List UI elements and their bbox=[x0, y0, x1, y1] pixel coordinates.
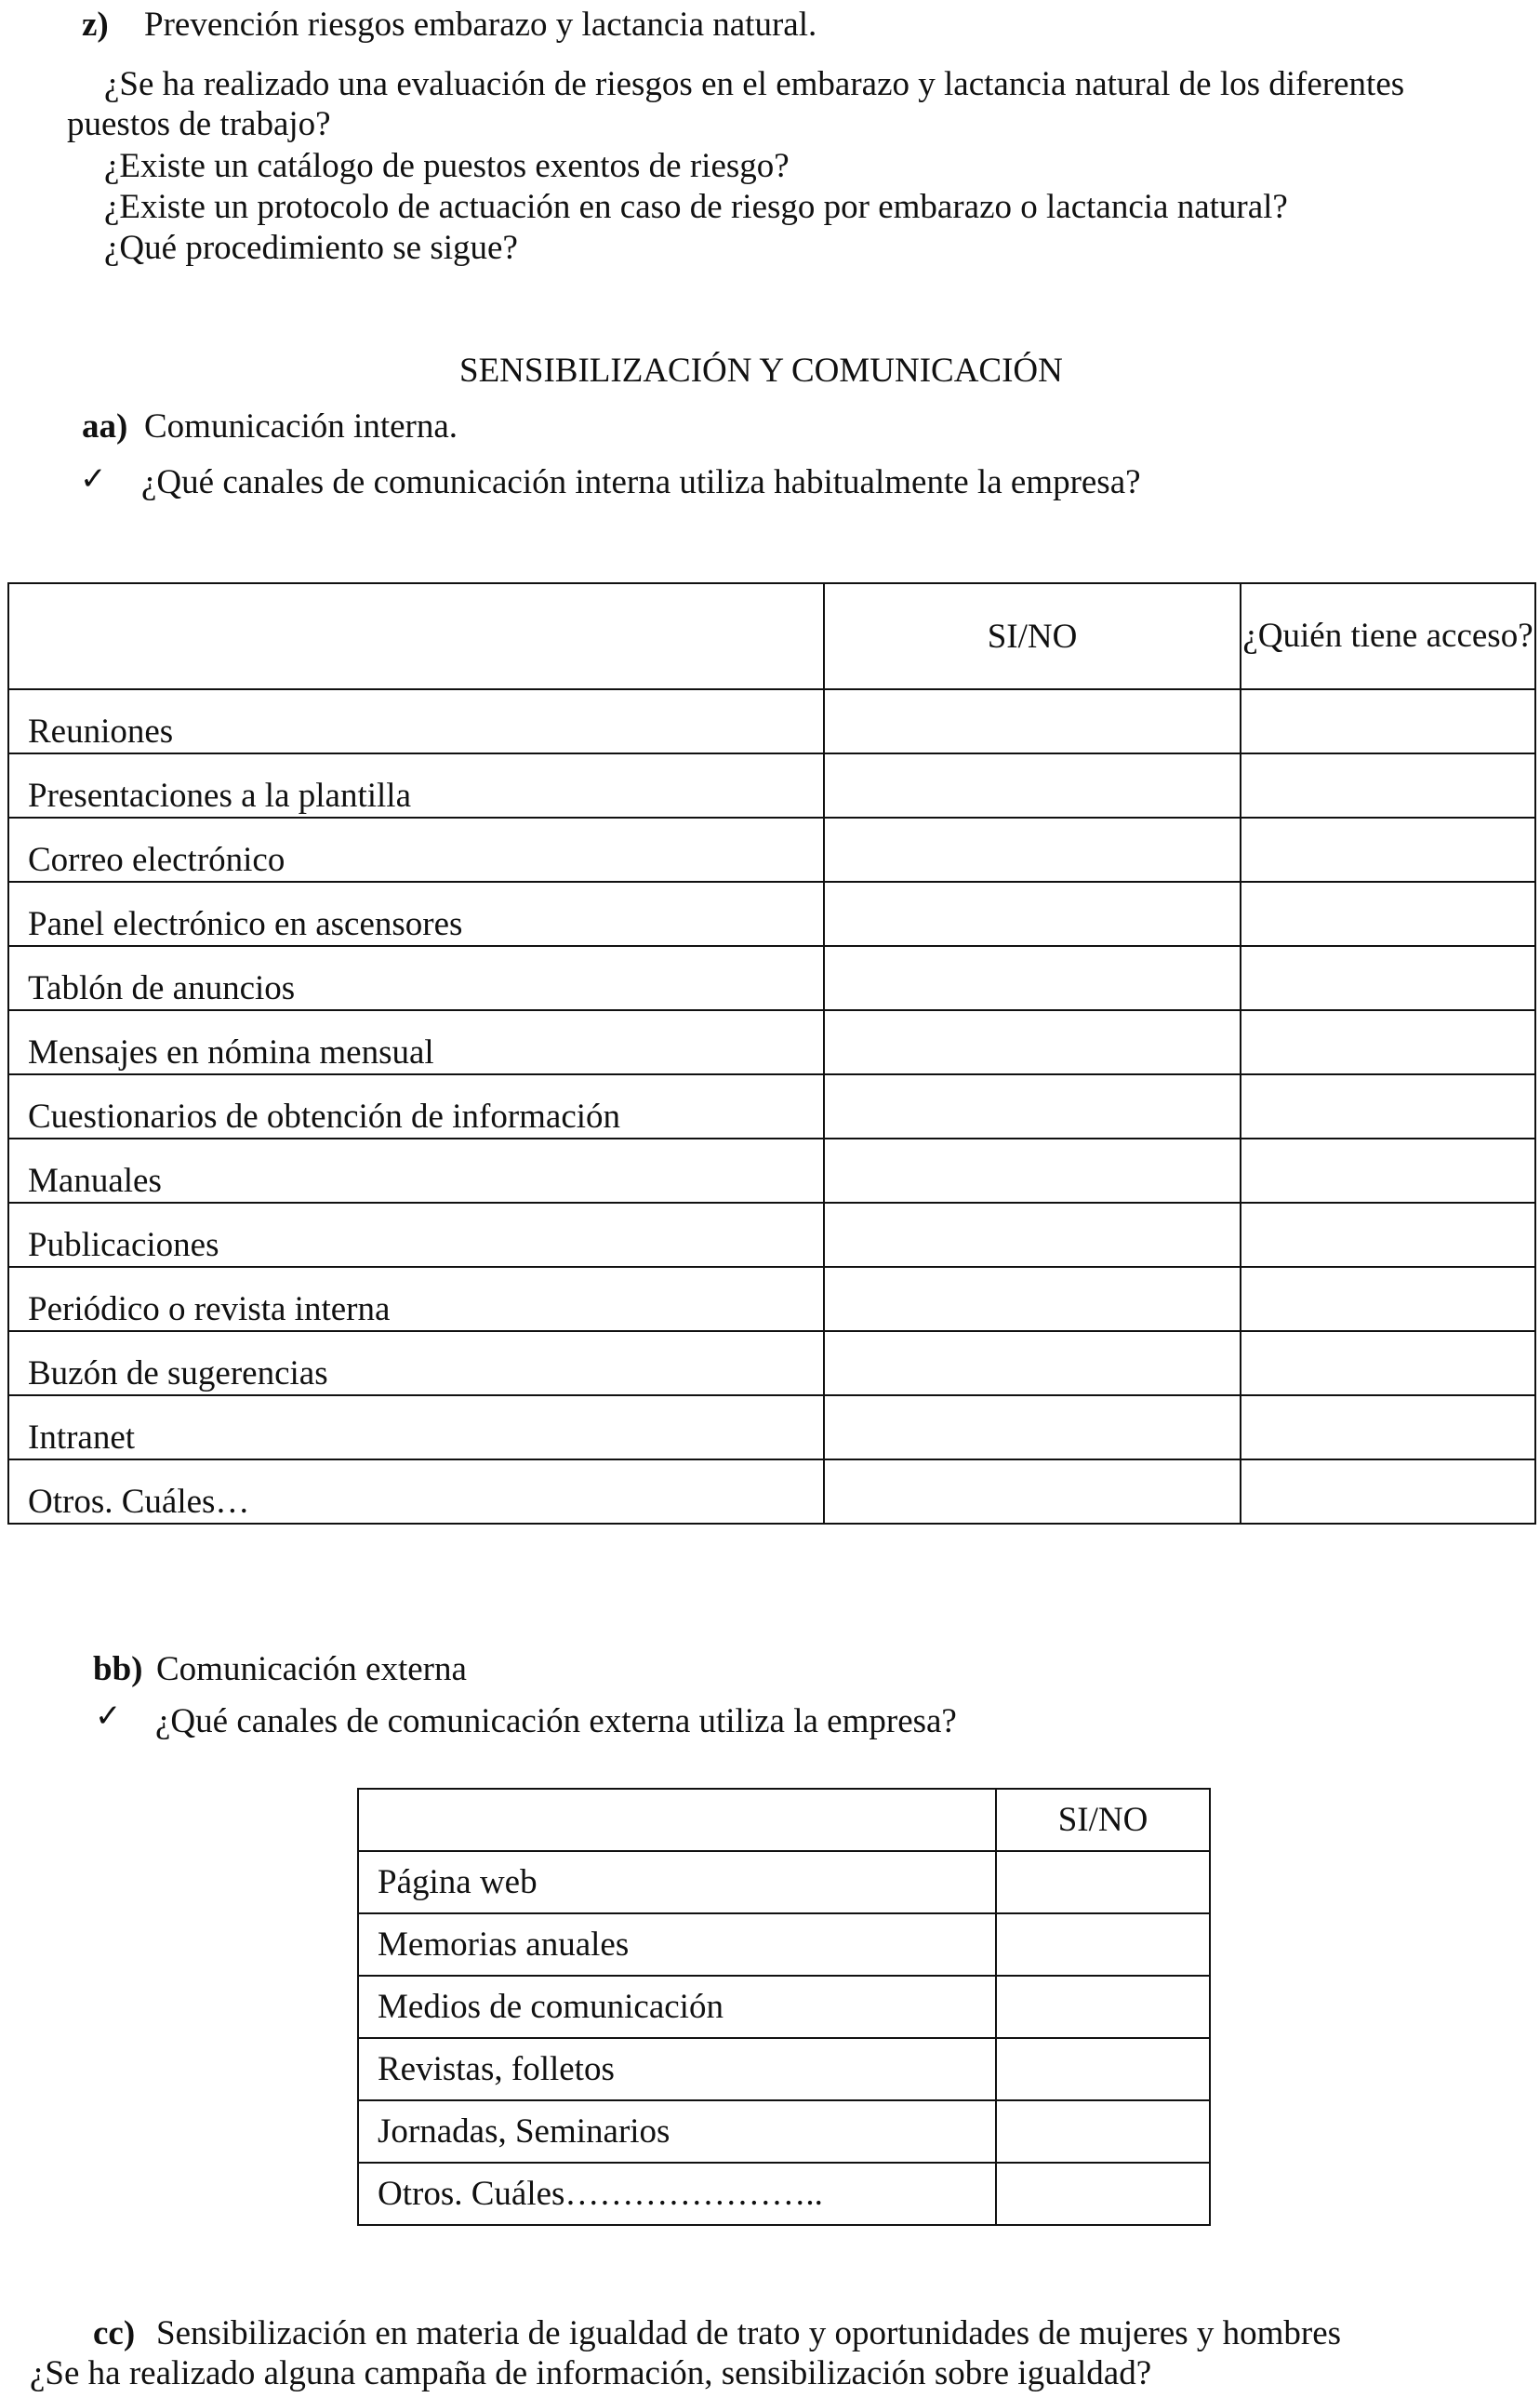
channel-label: Mensajes en nómina mensual bbox=[8, 1010, 824, 1074]
channel-label: Jornadas, Seminarios bbox=[358, 2100, 996, 2163]
channel-label: Manuales bbox=[8, 1139, 824, 1203]
si-no-cell[interactable] bbox=[824, 1395, 1241, 1459]
channel-label: Reuniones bbox=[8, 689, 824, 753]
section-aa-title: Comunicación interna. bbox=[144, 407, 458, 446]
channel-label: Correo electrónico bbox=[8, 818, 824, 882]
section-z-question-1-line-2: puestos de trabajo? bbox=[67, 105, 331, 143]
table-row bbox=[8, 689, 1535, 753]
section-bb-title: Comunicación externa bbox=[156, 1650, 467, 1688]
header-quien-tiene-acceso: ¿Quién tiene acceso? bbox=[1241, 583, 1535, 689]
section-z-question-3: ¿Existe un protocolo de actuación en caso de riesgo por embarazo o lactancia natural? bbox=[104, 188, 1288, 226]
si-no-cell[interactable] bbox=[824, 882, 1241, 946]
si-no-cell[interactable] bbox=[996, 2038, 1210, 2100]
access-cell[interactable] bbox=[1241, 882, 1535, 946]
table-row bbox=[8, 1139, 1535, 1203]
access-cell[interactable] bbox=[1241, 946, 1535, 1010]
table-row bbox=[8, 753, 1535, 818]
si-no-cell[interactable] bbox=[996, 2100, 1210, 2163]
si-no-cell[interactable] bbox=[996, 1851, 1210, 1913]
table-header-row bbox=[358, 1789, 1210, 1851]
channel-label: Periódico o revista interna bbox=[8, 1267, 824, 1331]
si-no-cell[interactable] bbox=[996, 2163, 1210, 2225]
channel-label: Cuestionarios de obtención de información bbox=[8, 1074, 824, 1139]
channel-label: Presentaciones a la plantilla bbox=[8, 753, 824, 818]
section-z-question-2: ¿Existe un catálogo de puestos exentos de riesgo? bbox=[104, 147, 790, 185]
si-no-cell[interactable] bbox=[824, 1459, 1241, 1524]
si-no-cell[interactable] bbox=[824, 818, 1241, 882]
header-si-no: SI/NO bbox=[824, 583, 1241, 689]
external-channels-table bbox=[357, 1788, 1211, 2226]
table-row bbox=[8, 1331, 1535, 1395]
si-no-cell[interactable] bbox=[824, 946, 1241, 1010]
header-si-no: SI/NO bbox=[996, 1789, 1210, 1851]
section-bb-question: ¿Qué canales de comunicación externa utiliza la empresa? bbox=[155, 1702, 957, 1740]
table-row bbox=[8, 1074, 1535, 1139]
channel-label: Buzón de sugerencias bbox=[8, 1331, 824, 1395]
si-no-cell[interactable] bbox=[996, 1913, 1210, 1976]
section-z-question-4: ¿Qué procedimiento se sigue? bbox=[104, 229, 518, 267]
access-cell[interactable] bbox=[1241, 1331, 1535, 1395]
section-heading: SENSIBILIZACIÓN Y COMUNICACIÓN bbox=[459, 352, 1063, 390]
table-header-row bbox=[8, 583, 1535, 689]
access-cell[interactable] bbox=[1241, 753, 1535, 818]
header-blank-cell bbox=[358, 1789, 996, 1851]
table-row bbox=[8, 1459, 1535, 1524]
access-cell[interactable] bbox=[1241, 1203, 1535, 1267]
access-cell[interactable] bbox=[1241, 818, 1535, 882]
si-no-cell[interactable] bbox=[824, 1331, 1241, 1395]
si-no-cell[interactable] bbox=[824, 1074, 1241, 1139]
si-no-cell[interactable] bbox=[824, 1267, 1241, 1331]
internal-channels-table bbox=[7, 582, 1536, 1525]
access-cell[interactable] bbox=[1241, 1459, 1535, 1524]
si-no-cell[interactable] bbox=[824, 1203, 1241, 1267]
table-row bbox=[358, 2038, 1210, 2100]
access-cell[interactable] bbox=[1241, 1395, 1535, 1459]
access-cell[interactable] bbox=[1241, 1010, 1535, 1074]
section-aa-question: ¿Qué canales de comunicación interna utiliza habitualmente la empresa? bbox=[141, 463, 1141, 501]
channel-label: Panel electrónico en ascensores bbox=[8, 882, 824, 946]
section-cc-title: Sensibilización en materia de igualdad de trato y oportunidades de mujeres y hombres bbox=[156, 2314, 1342, 2352]
section-z-marker: z) bbox=[82, 6, 109, 44]
table-row bbox=[358, 2100, 1210, 2163]
header-blank-cell bbox=[8, 583, 824, 689]
table-row bbox=[8, 1395, 1535, 1459]
channel-label: Publicaciones bbox=[8, 1203, 824, 1267]
section-z-question-1-line-1: ¿Se ha realizado una evaluación de riesgos en el embarazo y lactancia natural de los diferentes bbox=[104, 65, 1405, 103]
channel-label: Medios de comunicación bbox=[358, 1976, 996, 2038]
table-row bbox=[358, 1913, 1210, 1976]
access-cell[interactable] bbox=[1241, 1267, 1535, 1331]
channel-label: Tablón de anuncios bbox=[8, 946, 824, 1010]
si-no-cell[interactable] bbox=[824, 689, 1241, 753]
section-aa-marker: aa) bbox=[82, 407, 128, 446]
table-row bbox=[8, 1203, 1535, 1267]
si-no-cell[interactable] bbox=[824, 1010, 1241, 1074]
channel-label: Memorias anuales bbox=[358, 1913, 996, 1976]
table-row bbox=[358, 1976, 1210, 2038]
section-cc-question: ¿Se ha realizado alguna campaña de información, sensibilización sobre igualdad? bbox=[30, 2354, 1152, 2392]
table-row bbox=[358, 1851, 1210, 1913]
table-row bbox=[8, 882, 1535, 946]
channel-label: Revistas, folletos bbox=[358, 2038, 996, 2100]
section-bb-marker: bb) bbox=[93, 1650, 143, 1688]
access-cell[interactable] bbox=[1241, 1074, 1535, 1139]
access-cell[interactable] bbox=[1241, 689, 1535, 753]
si-no-cell[interactable] bbox=[824, 753, 1241, 818]
table-row bbox=[8, 1267, 1535, 1331]
section-cc-marker: cc) bbox=[93, 2314, 136, 2352]
si-no-cell[interactable] bbox=[996, 1976, 1210, 2038]
channel-label: Otros. Cuáles………………….. bbox=[358, 2163, 996, 2225]
table-row bbox=[358, 2163, 1210, 2225]
table-row bbox=[8, 1010, 1535, 1074]
section-z-title: Prevención riesgos embarazo y lactancia natural. bbox=[144, 6, 817, 44]
access-cell[interactable] bbox=[1241, 1139, 1535, 1203]
checkmark-icon: ✓ bbox=[95, 1698, 122, 1735]
channel-label: Otros. Cuáles… bbox=[8, 1459, 824, 1524]
channel-label: Página web bbox=[358, 1851, 996, 1913]
table-row bbox=[8, 818, 1535, 882]
checkmark-icon: ✓ bbox=[80, 460, 107, 498]
channel-label: Intranet bbox=[8, 1395, 824, 1459]
table-row bbox=[8, 946, 1535, 1010]
si-no-cell[interactable] bbox=[824, 1139, 1241, 1203]
